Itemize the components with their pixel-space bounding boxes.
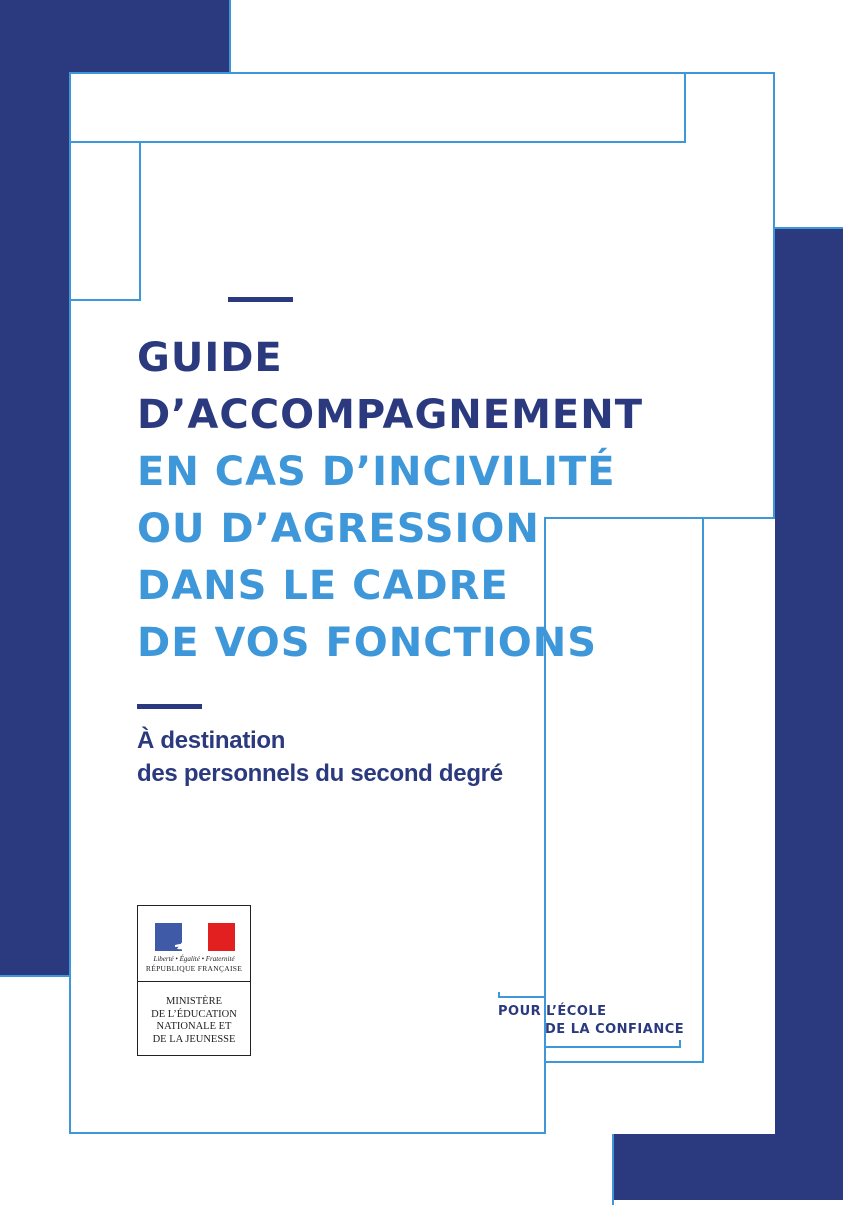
ministry-line-4: DE LA JEUNESSE [152, 1033, 236, 1045]
subtitle-accent-line [137, 704, 202, 709]
ministry-line-2: DE L’ÉDUCATION [151, 1008, 237, 1020]
title-accent-line [228, 297, 293, 302]
audience-line-2: des personnels du second degré [137, 760, 503, 787]
slogan-line-1: POUR L’ÉCOLE [498, 1004, 607, 1019]
audience-line-1: À destination [137, 727, 286, 754]
subtitle-line-1: EN CAS D’INCIVILITÉ [137, 449, 616, 495]
slogan-bracket-bottom-line [545, 1046, 681, 1048]
subtitle-line-4: DE VOS FONCTIONS [137, 620, 598, 666]
ministry-logo [137, 905, 251, 1056]
ministry-name [138, 996, 250, 1046]
subtitle-line-3: DANS LE CADRE [137, 563, 509, 609]
republic-motto: Liberté • Égalité • Fraternité [153, 955, 235, 963]
marianne-block [138, 906, 250, 982]
slogan-bracket-bottom [679, 1040, 681, 1048]
republic-name: RÉPUBLIQUE FRANÇAISE [145, 964, 243, 973]
title-line-2: D’ACCOMPAGNEMENT [137, 392, 643, 438]
slogan-line-2: DE LA CONFIANCE [545, 1022, 685, 1037]
marianne-flag-icon [155, 923, 235, 951]
inner-frame-top-line [69, 72, 686, 143]
inner-frame-bottom-line [544, 1061, 704, 1134]
inner-frame-left-mask [141, 143, 686, 303]
inner-frame-left-line [69, 141, 141, 301]
subtitle-line-2: OU D’AGRESSION [137, 506, 540, 552]
title-line-1: GUIDE [137, 335, 283, 381]
ministry-line-1: MINISTÈRE [166, 996, 222, 1007]
inner-frame-right-line [702, 517, 775, 1063]
ministry-line-3: NATIONALE ET [156, 1021, 232, 1032]
slogan-bracket-top-line [498, 996, 544, 998]
